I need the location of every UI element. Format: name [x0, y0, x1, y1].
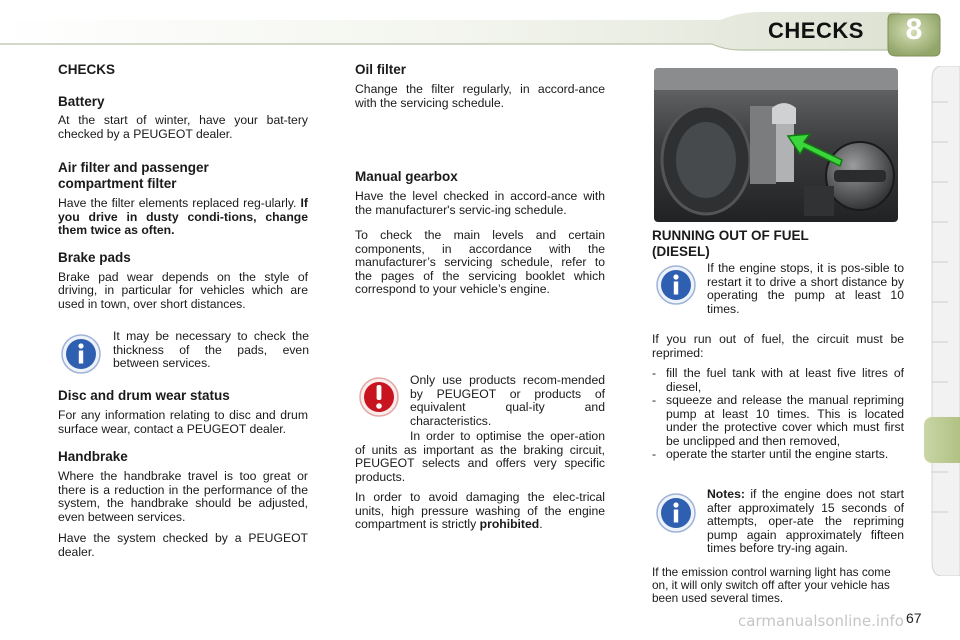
disc-drum-heading: Disc and drum wear status	[58, 388, 230, 403]
reprime-step: - fill the fuel tank with at least five litres of diesel,	[652, 367, 904, 394]
brake-pads-heading: Brake pads	[58, 249, 131, 265]
middle-column	[355, 62, 605, 297]
warning-braking-text: In order to optimise the oper-ation of units as important as the braking circuit, PEUGEOT selects and offers very specific products.	[355, 429, 605, 484]
left-column	[58, 62, 308, 311]
page-number: 67	[906, 610, 922, 626]
battery-heading: Battery	[58, 94, 105, 109]
air-filter-text-regular: Have the filter elements replaced reg-ularly.	[58, 196, 297, 210]
notes-text	[707, 488, 904, 556]
notes-label: Notes:	[707, 487, 745, 501]
brake-pads-text: Brake pad wear depends on the style of driving, in particular for vehicles which are used in town, over short distances.	[58, 269, 308, 311]
info-icon	[655, 492, 697, 534]
washing-text-regular: In order to avoid damaging the elec-trical units, high pressure washing of the engine compartment is strictly	[355, 490, 605, 531]
air-filter-heading	[58, 160, 308, 192]
notes-body: if the engine does not start after approximately 15 seconds of attempts, oper-ate the repriming pump again approximately fifteen times before try-ing again.	[707, 487, 905, 555]
fuel-reprime-section	[652, 333, 904, 462]
oil-filter-heading: Oil filter	[355, 62, 407, 77]
fuel-section-heading	[652, 228, 904, 260]
handbrake-heading: Handbrake	[58, 449, 128, 464]
air-filter-heading-line1: Air filter and passenger	[58, 160, 209, 175]
brake-pads-info: It may be necessary to check the thickness of the pads, even between services.	[113, 329, 309, 370]
watermark: carmanualsonline.info	[738, 612, 904, 630]
handbrake-text: Where the handbrake travel is too great or there is a reduction in the performance of the system, the handbrake should be adjusted, even between services.	[58, 469, 308, 524]
fuel-heading-line1: RUNNING OUT OF FUEL	[652, 228, 809, 243]
gearbox-heading: Manual gearbox	[355, 169, 458, 184]
handbrake-check-text: Have the system checked by a PEUGEOT dealer.	[58, 531, 308, 559]
chapter-number: 8	[905, 13, 923, 46]
side-tab-strip	[928, 66, 960, 576]
engine-photo	[654, 68, 898, 222]
reprime-step: - squeeze and release the manual repriming pump at least 10 times. This is located under the protective cover which must first be unclipped and then removed,	[652, 394, 904, 448]
checks-heading: CHECKS	[58, 62, 116, 77]
air-filter-text-bold: If you drive in dusty condi-tions, change them twice as often.	[58, 196, 308, 237]
disc-drum-text: For any information relating to disc and drum surface wear, contact a PEUGEOT dealer.	[58, 408, 308, 436]
middle-column-lower	[355, 430, 605, 532]
washing-text-end: .	[539, 517, 543, 531]
washing-text-bold: prohibited	[479, 517, 540, 531]
air-filter-text	[58, 197, 308, 238]
battery-text: At the start of winter, have your bat-tery checked by a PEUGEOT dealer.	[58, 113, 308, 141]
page-title: CHECKS	[768, 18, 864, 43]
left-column-lower	[58, 388, 308, 559]
info-icon	[60, 333, 102, 375]
warning-icon	[358, 376, 400, 418]
fuel-info-text: If the engine stops, it is pos-sible to restart it to drive a short distance by operating the pump at least 10 times.	[707, 261, 904, 316]
gearbox-text: Have the level checked in accord-ance with the manufacturer's servic-ing schedule.	[355, 189, 605, 217]
washing-text	[355, 491, 605, 532]
gearbox-levels-text: To check the main levels and certain components, in accordance with the manufacturer’s servicing schedule, refer to the pages of the servicing booklet which correspond to your vehicle’s engine.	[355, 228, 605, 296]
info-icon	[655, 264, 697, 306]
air-filter-heading-line2: compartment filter	[58, 176, 177, 191]
fuel-heading-line2: (DIESEL)	[652, 244, 710, 259]
emission-note-text: If the emission control warning light has come on, it will only switch off after your vehicle has been used several times.	[652, 565, 891, 605]
chapter-tab-active[interactable]	[924, 417, 960, 463]
warning-products-text: Only use products recom-mended by PEUGEOT or products of equivalent qual-ity and characteristics.	[410, 373, 605, 428]
reprime-steps	[652, 367, 904, 462]
fuel-reprime-text: If you run out of fuel, the circuit must be reprimed:	[652, 332, 904, 360]
oil-filter-text: Change the filter regularly, in accord-ance with the servicing schedule.	[355, 82, 605, 110]
reprime-step: - operate the starter until the engine starts.	[652, 448, 904, 462]
